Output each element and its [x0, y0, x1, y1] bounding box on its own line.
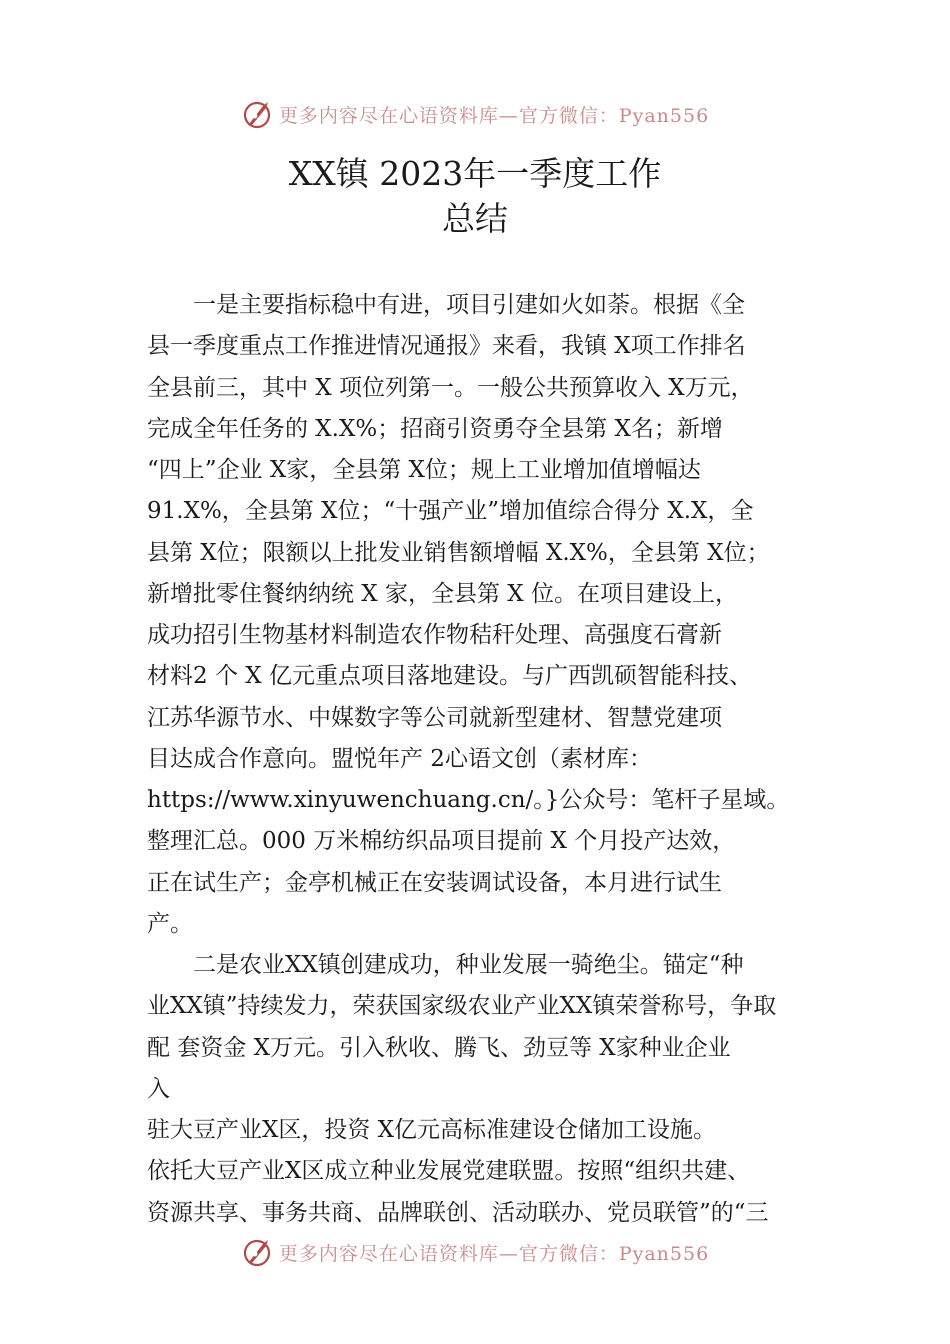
body-line: 驻大豆产业X区，投资 X亿元高标准建设仓储加工设施。	[147, 1117, 717, 1143]
watermark-text: 更多内容尽在心语资料库—官方微信：Pyan556	[278, 1242, 710, 1265]
body-line: 整理汇总。000 万米棉纺织品项目提前 X 个月投产达效，	[147, 828, 736, 855]
body-line: “四上”企业 X家，全县第 X位；规上工业增加值增幅达	[147, 457, 701, 483]
pen-nib-circle-icon	[241, 1235, 275, 1269]
body-line: 二是农业XX镇创建成功，种业发展一骑绝尘。锚定“种	[147, 952, 744, 978]
body-line: 县一季度重点工作推进情况通报》来看，我镇 X项工作排名	[147, 333, 746, 360]
body-line: 江苏华源节水、中媒数字等公司就新型建材、智慧党建项	[147, 704, 722, 731]
body-line: 新增批零住餐纳纳统 X 家，全县第 X 位。在项目建设上，	[147, 580, 738, 607]
body-line: 县第 X位；限额以上批发业销售额增幅 X.X%，全县第 X位；	[147, 539, 770, 566]
body-line: 一是主要指标稳中有进，项目引建如火如荼。根据《全	[147, 292, 745, 318]
watermark-banner-bottom	[0, 1232, 950, 1272]
body-line: 正在试生产；金亭机械正在安装调试设备，本月进行试生	[147, 869, 722, 896]
body-line: 目达成合作意向。盟悦年产 2心语文创（素材库：	[147, 745, 652, 772]
body-line: https://www.xinyuwenchuang.cn/。}公众号：笔杆子星域。	[147, 787, 790, 813]
document-title-line-2: 总结	[442, 199, 508, 238]
body-line: 91.X%，全县第 X位；“十强产业”增加值综合得分 X.X，全	[147, 498, 754, 525]
document-title-line-1: XX镇 2023年一季度工作	[288, 154, 662, 193]
body-line: 资源共享、事务共商、品牌联创、活动联办、党员联管”的“三	[147, 1199, 769, 1226]
body-line: 材料2 个 X 亿元重点项目落地建设。与广西凯硕智能科技、	[147, 663, 752, 690]
watermark-text: 更多内容尽在心语资料库—官方微信：Pyan556	[278, 104, 710, 127]
body-line: 配 套资金 X万元。引入秋收、腾飞、劲豆等 X家种业企业	[147, 1034, 731, 1061]
body-line: 产。	[147, 910, 193, 937]
body-line: 成功招引生物基材料制造农作物秸秆处理、高强度石膏新	[147, 622, 722, 648]
watermark-banner-top	[0, 94, 950, 134]
body-line: 入	[147, 1075, 170, 1102]
body-line: 完成全年任务的 X.X%；招商引资勇夺全县第 X名；新增	[147, 415, 723, 442]
body-line: 依托大豆产业X区成立种业发展党建联盟。按照“组织共建、	[147, 1158, 751, 1185]
pen-nib-circle-icon	[241, 97, 275, 131]
body-line: 全县前三，其中 X 项位列第一。一般公共预算收入 X万元，	[147, 374, 754, 401]
body-line: 业XX镇”持续发力，荣获国家级农业产业XX镇荣誉称号，争取	[147, 993, 777, 1020]
